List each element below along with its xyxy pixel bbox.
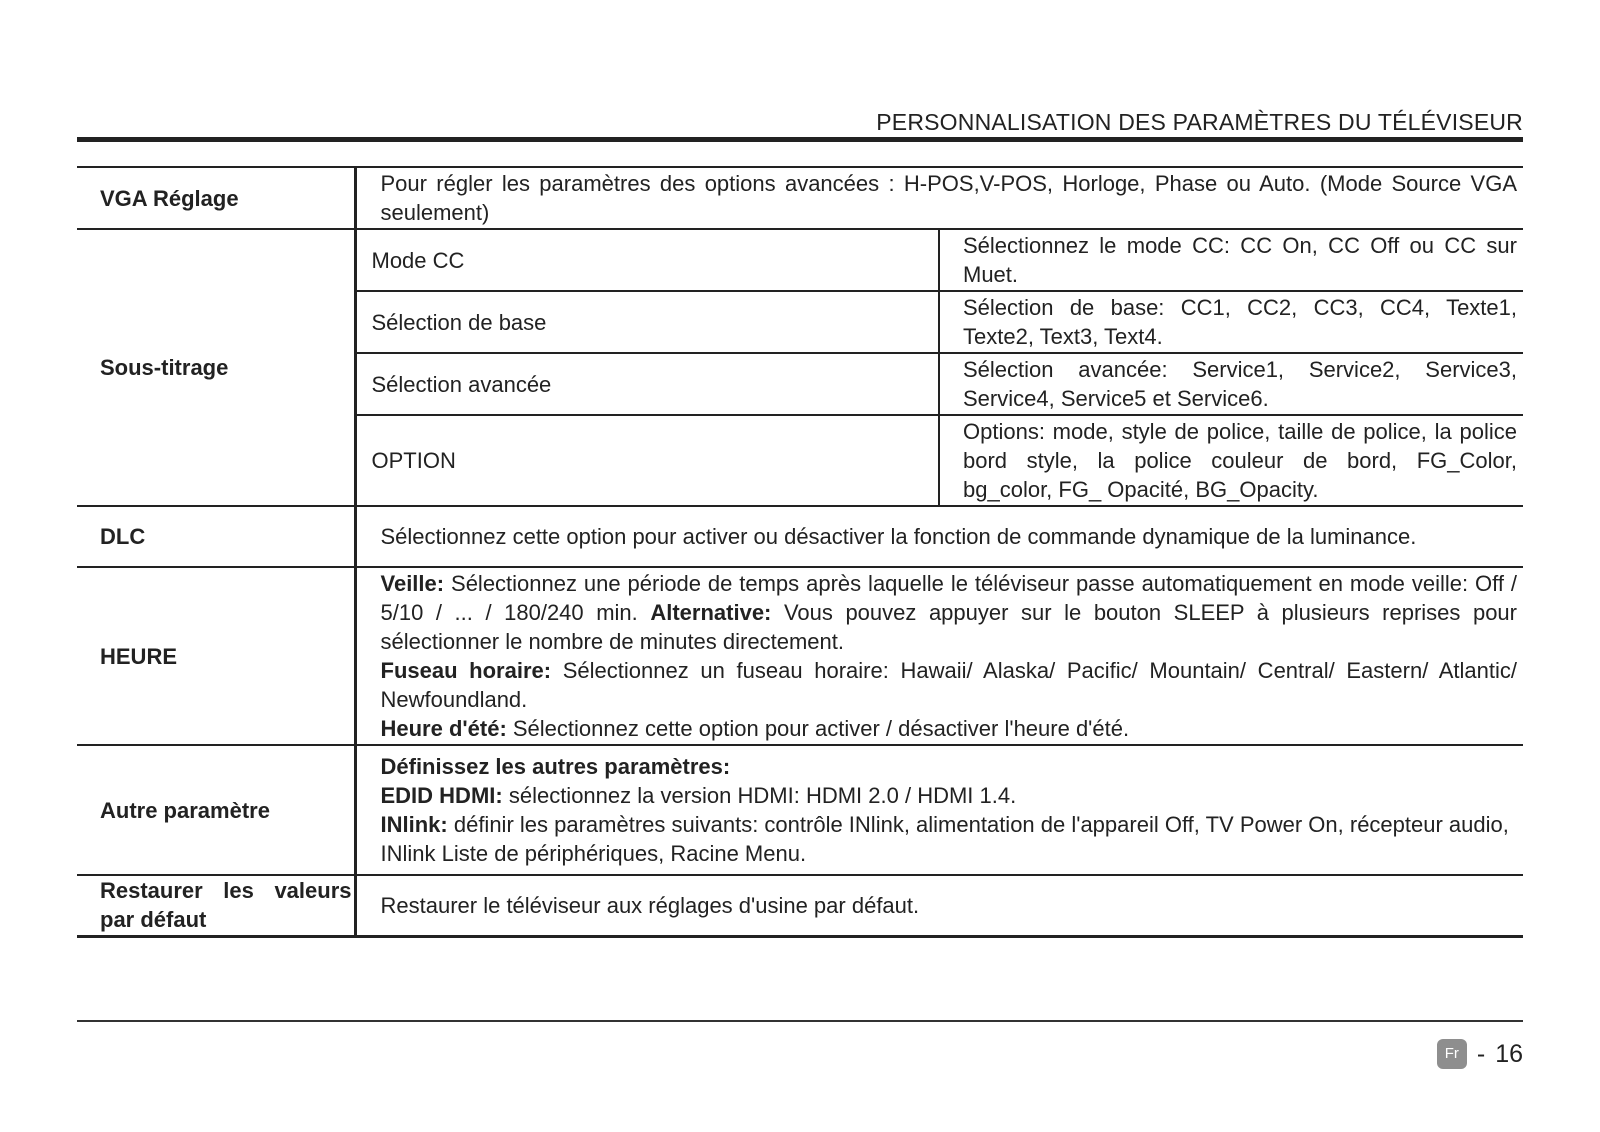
dst-paragraph — [381, 714, 1518, 743]
page-number-separator: - — [1476, 1039, 1486, 1068]
edid-text: sélectionnez la version HDMI: HDMI 2.0 / HDMI 1.4. — [502, 783, 1017, 808]
dst-term: Heure d'été: — [380, 716, 507, 741]
row-label-time: HEURE — [77, 567, 355, 745]
settings-table — [77, 166, 1523, 938]
row-desc-other — [355, 745, 1523, 875]
page-number: 16 — [1495, 1039, 1523, 1068]
sub-item-desc: Sélection de base: CC1, CC2, CC3, CC4, Texte1, Texte2, Text3, Text4. — [939, 291, 1523, 353]
row-desc-vga: Pour régler les paramètres des options avancées : H-POS,V-POS, Horloge, Phase ou Auto. (Mode Source VGA seulement) — [355, 167, 1523, 229]
page-header-title: PERSONNALISATION DES PARAMÈTRES DU TÉLÉVISEUR — [876, 109, 1523, 135]
timezone-text: Sélectionnez un fuseau horaire: Hawaii/ Alaska/ Pacific/ Mountain/ Central/ Eastern/ Atlantic/ Newfoundland. — [380, 658, 1518, 712]
header-rule — [77, 137, 1523, 142]
sleep-paragraph — [381, 569, 1518, 656]
inlink-term: INlink: — [380, 812, 448, 837]
language-badge: Fr — [1437, 1039, 1467, 1069]
alternative-term: Alternative: — [650, 600, 772, 625]
sleep-term: Veille: — [380, 571, 445, 596]
sub-item-desc: Options: mode, style de police, taille de police, la police bord style, la police couleur de bord, FG_Color, bg_color, FG_ Opacité, BG_Opacity. — [939, 415, 1523, 506]
other-intro: Définissez les autres paramètres: — [380, 754, 731, 779]
row-label-vga: VGA Réglage — [77, 167, 355, 229]
sub-item-name: Sélection avancée — [355, 353, 939, 415]
sleep-text: Sélectionnez une période de temps après laquelle le téléviseur passe automatiquement en mode veille: Off / 5/10 / ... / 180/240 min. — [380, 571, 1517, 625]
inlink-text: définir les paramètres suivants: contrôle INlink, alimentation de l'appareil Off, TV Power On, récepteur audio, INlink Liste de périphériques, Racine Menu. — [380, 812, 1509, 866]
sub-item-name: OPTION — [355, 415, 939, 506]
sub-item-desc: Sélectionnez le mode CC: CC On, CC Off ou CC sur Muet. — [939, 229, 1523, 291]
timezone-paragraph — [381, 656, 1518, 714]
table-row-subtitles-mode-cc — [77, 229, 1523, 291]
edid-paragraph — [381, 781, 1518, 810]
sub-item-desc: Sélection avancée: Service1, Service2, Service3, Service4, Service5 et Service6. — [939, 353, 1523, 415]
sub-item-name: Mode CC — [355, 229, 939, 291]
row-desc-restore: Restaurer le téléviseur aux réglages d'usine par défaut. — [355, 875, 1523, 936]
table-row-dlc — [77, 506, 1523, 567]
page-footer — [1437, 1039, 1523, 1069]
inlink-paragraph — [381, 810, 1518, 868]
table-row-restore — [77, 875, 1523, 936]
footer-rule — [77, 1020, 1523, 1022]
table-row-time — [77, 567, 1523, 745]
table-row-vga — [77, 167, 1523, 229]
row-label-subtitles: Sous-titrage — [77, 229, 355, 506]
alternative-text: Vous pouvez appuyer sur le bouton SLEEP à plusieurs reprises pour sélectionner le nombre de minutes directement. — [380, 600, 1517, 654]
sub-item-name: Sélection de base — [355, 291, 939, 353]
table-row-other — [77, 745, 1523, 875]
edid-term: EDID HDMI: — [380, 783, 503, 808]
dst-text: Sélectionnez cette option pour activer / désactiver l'heure d'été. — [506, 716, 1130, 741]
row-label-dlc: DLC — [77, 506, 355, 567]
row-label-restore: Restaurer les valeurs par défaut — [77, 875, 355, 936]
row-desc-dlc: Sélectionnez cette option pour activer ou désactiver la fonction de commande dynamique de la luminance. — [355, 506, 1523, 567]
row-label-other: Autre paramètre — [77, 745, 355, 875]
row-desc-time — [355, 567, 1523, 745]
timezone-term: Fuseau horaire: — [380, 658, 552, 683]
